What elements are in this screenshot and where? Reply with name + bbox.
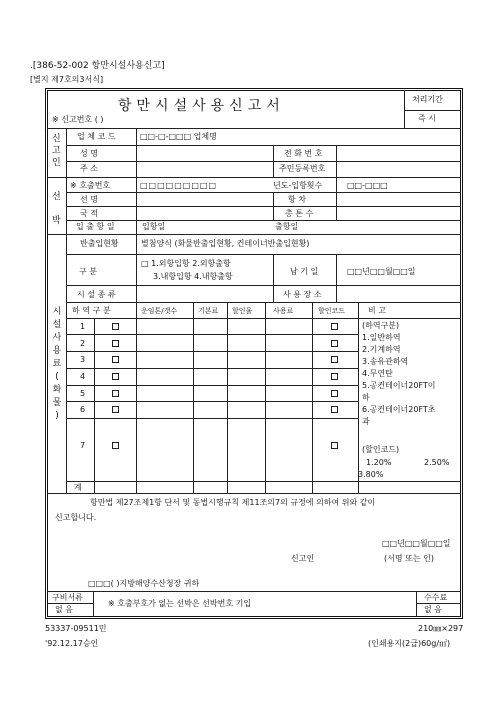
form-code: 53337-09511민 (45, 624, 107, 633)
handling-item: 6.공컨테이너20FT초 (362, 405, 436, 414)
fee-label: 수수료 (424, 593, 448, 602)
row-checkbox[interactable] (112, 340, 119, 347)
declaration-date: □□년□□월□□일 (382, 539, 451, 548)
row-number: 4 (80, 372, 86, 381)
row-number: 1 (80, 322, 86, 331)
category-option-2: 3.내항입항 4.내항출항 (153, 272, 233, 281)
row-number: 7 (80, 441, 86, 450)
row-checkbox[interactable] (112, 390, 119, 397)
ship-name-label: 선 명 (80, 195, 98, 204)
row-code-checkbox[interactable] (331, 356, 338, 363)
call-sign-value: □□□□□□□□□ (140, 181, 218, 190)
row-number: 2 (80, 339, 86, 348)
cargo-status-label: 반출입현황 (80, 239, 119, 248)
stay-label: 남 기 일 (290, 267, 319, 276)
year-count-label: 년도-입항횟수 (273, 181, 323, 190)
col-discount-rate: 할인율 (232, 307, 253, 315)
row-code-checkbox[interactable] (331, 406, 338, 413)
row-checkbox[interactable] (112, 323, 119, 330)
col-usage-fee: 사용료 (273, 307, 294, 315)
cargo-status-value: 별첨양식 (화물반출입현황, 컨테이너반출입현황) (141, 239, 310, 248)
phone-label: 전 화 번 호 (284, 149, 323, 158)
row-number: 5 (80, 389, 86, 398)
handling-item: 3.송유관하역 (362, 357, 409, 366)
recipient: □□□( )지방해양수산청장 귀하 (88, 579, 200, 588)
col-discount-code: 할인코드 (318, 307, 346, 315)
row-checkbox[interactable] (112, 356, 119, 363)
year-count-value: □□-□□□ (347, 181, 388, 190)
row-code-checkbox[interactable] (331, 323, 338, 330)
form-id: .[386-52-002 항만시설사용신고] (30, 61, 165, 71)
nationality-label: 국 적 (80, 209, 98, 218)
row-checkbox[interactable] (112, 373, 119, 380)
row-code-checkbox[interactable] (331, 340, 338, 347)
form-title: 항만시설사용신고서 (118, 98, 285, 114)
fee-value: 없 음 (424, 605, 442, 614)
voyage-label: 항 차 (288, 195, 306, 204)
row-number: 3 (80, 355, 86, 364)
ship-section-label: 선 박 (52, 192, 61, 226)
call-sign-note: ※ 호출부호가 없는 선박은 선박번호 기입 (108, 599, 252, 608)
attachment-label: [별지 제7호의3서식] (30, 75, 104, 84)
facility-section-label: 시 설 사 용 료 ( 화 물 ) (52, 307, 62, 421)
discount-value: 1.20% (366, 458, 392, 467)
discount-value: 3.80% (358, 470, 384, 479)
total-label: 계 (74, 483, 82, 492)
business-code-value: □□-□-□□□ 업체명 (140, 132, 217, 141)
row-code-checkbox[interactable] (331, 442, 338, 449)
row-number: 6 (80, 405, 86, 414)
handling-item: 4.무연탄 (362, 369, 393, 378)
row-checkbox[interactable] (112, 442, 119, 449)
category-label: 구 분 (79, 267, 97, 276)
resident-no-label: 주민등록번호 (279, 164, 326, 173)
business-code-label: 업 체 코 드 (77, 132, 116, 141)
row-code-checkbox[interactable] (331, 373, 338, 380)
declaration-line-1: 항만법 제27조제1항 단서 및 동법시행규칙 제11조의7의 규정에 의하여 위와 같이 (90, 498, 376, 507)
handling-item: 2.기계하역 (362, 345, 401, 354)
handling-item: 하 (362, 393, 370, 402)
dates-label: 입 출 항 일 (76, 222, 115, 231)
category-option-1: □ 1.외항입항 2.외항출항 (141, 259, 231, 268)
declaration-line-2: 신고합니다. (55, 513, 97, 522)
handling-item: 5.공컨테이너20FT이 (362, 381, 436, 390)
name-label: 성 명 (80, 149, 98, 158)
required-docs-value: 없 음 (55, 605, 73, 614)
paper-type: (인쇄용지(2급)60g/㎡) (368, 639, 451, 648)
handling-item: 1.일반하역 (362, 333, 401, 342)
col-handling: 하 역 구 분 (72, 306, 111, 315)
handling-title: (하역구분) (362, 321, 400, 330)
call-sign-label: ※ 호출번호 (70, 181, 111, 190)
row-code-checkbox[interactable] (331, 390, 338, 397)
handling-item: 과 (362, 417, 370, 426)
paper-size: 210㎜×297 (418, 624, 464, 633)
declarant-label: 신고인 (291, 554, 315, 563)
departure-label: 출항일 (275, 222, 299, 231)
col-base-fee: 기본료 (198, 307, 219, 315)
address-label: 주 소 (80, 164, 98, 173)
report-number: ※ 신고번호 ( ) (52, 115, 104, 124)
col-remarks: 비 고 (368, 306, 386, 315)
col-freight-tons: 운임톤/갯수 (141, 307, 178, 315)
arrival-label: 입항일 (142, 222, 166, 231)
use-place-label: 사 용 장 소 (283, 290, 322, 299)
tonnage-label: 총 톤 수 (285, 209, 314, 218)
discount-value: 2.50% (424, 458, 450, 467)
applicant-section-label: 신 고 인 (52, 134, 61, 168)
processing-label: 처리기간 (412, 95, 443, 104)
approval-date: '92.12.17승인 (45, 639, 99, 648)
row-checkbox[interactable] (112, 406, 119, 413)
required-docs-label: 구비서류 (52, 593, 83, 602)
processing-value: 즉 시 (418, 114, 436, 123)
facility-type-label: 시 설 종 류 (77, 290, 116, 299)
discount-title: (할인코드) (362, 445, 400, 454)
signature-placeholder: (서명 또는 인) (384, 554, 434, 563)
stay-value: □□년□□월□□일 (347, 267, 416, 276)
